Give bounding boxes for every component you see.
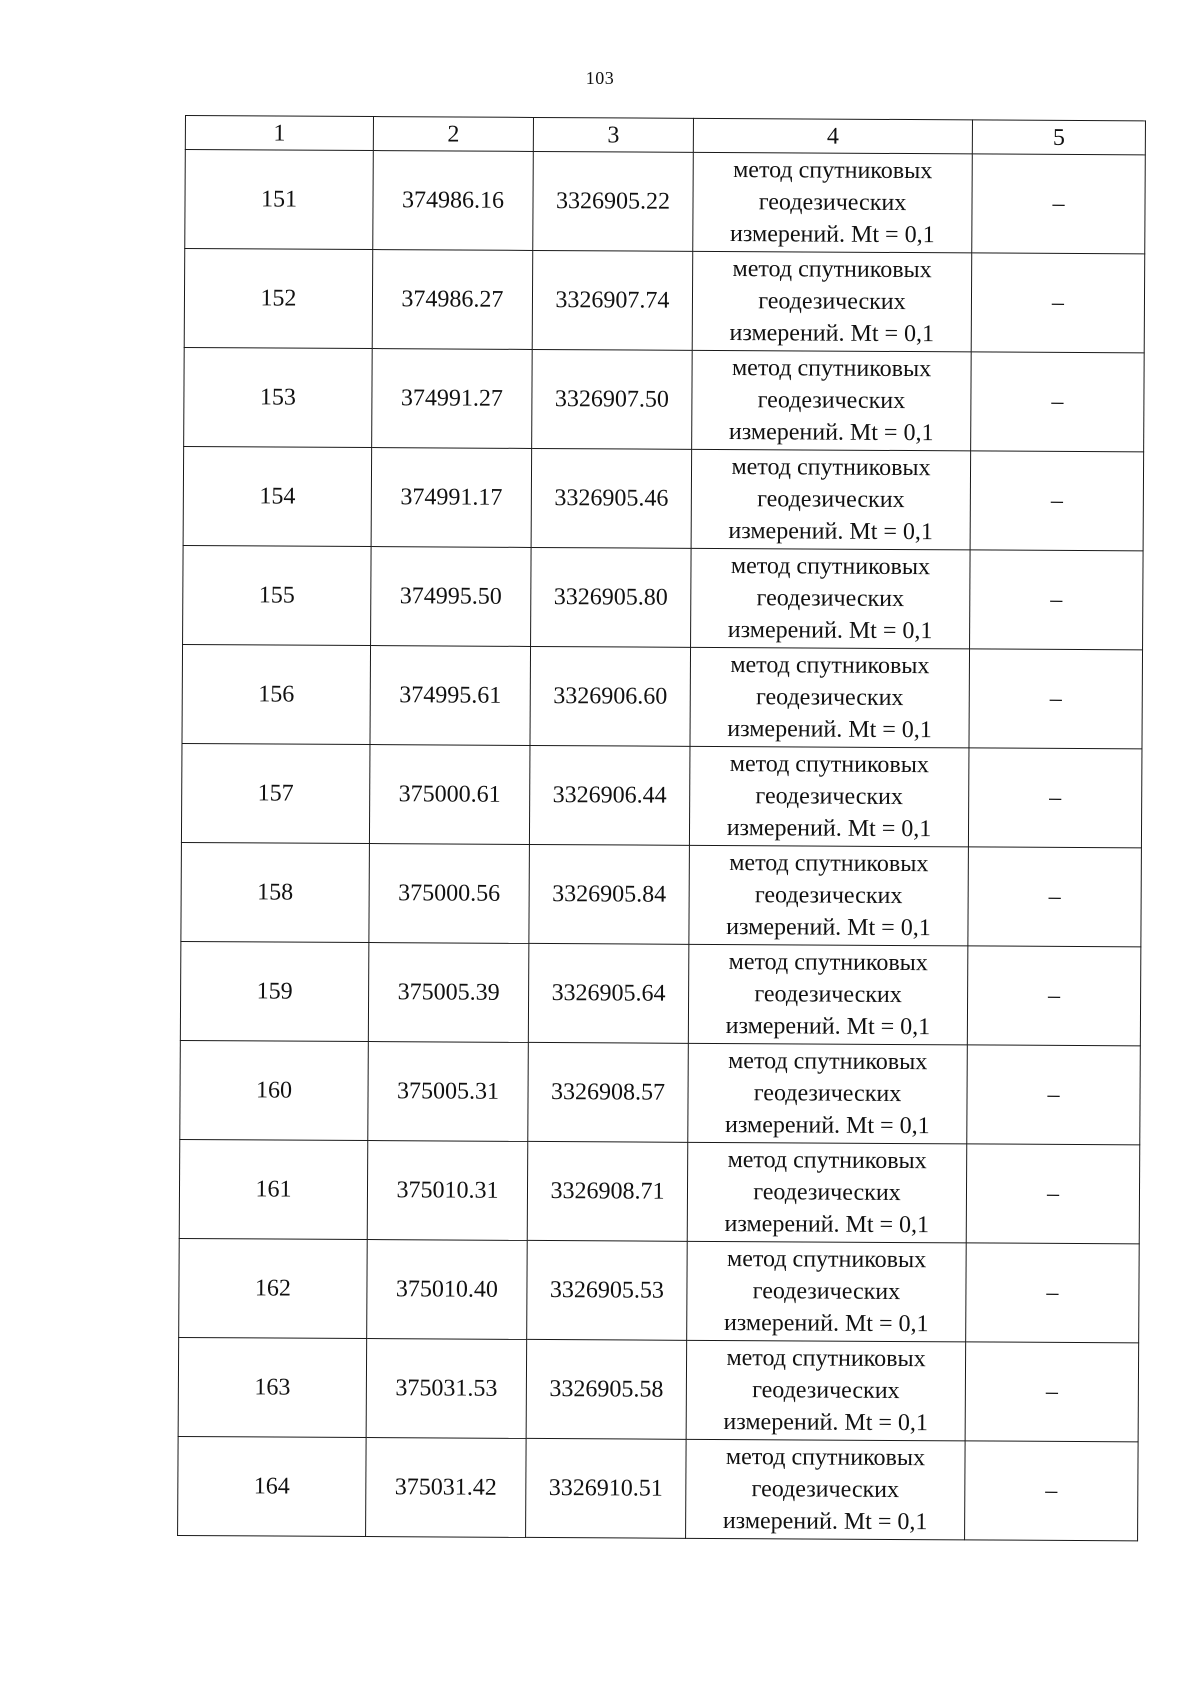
table-header-row (185, 116, 1145, 155)
note-cell: – (970, 451, 1144, 551)
x-coordinate-cell: 374986.27 (372, 250, 533, 350)
y-coordinate-cell: 3326907.74 (532, 250, 693, 350)
table-row (184, 347, 1145, 451)
method-line: метод спутниковых (729, 751, 929, 779)
y-coordinate-cell: 3326905.53 (527, 1240, 688, 1340)
y-coordinate-cell: 3326907.50 (532, 349, 693, 449)
page-number: 103 (585, 68, 615, 88)
method-cell (686, 1340, 966, 1441)
method-line: геодезических (751, 1476, 900, 1504)
method-line: измерений. Mt = 0,1 (722, 1508, 928, 1536)
point-number-cell: 158 (181, 842, 370, 942)
x-coordinate-cell: 375010.31 (367, 1141, 528, 1241)
table-row (183, 545, 1144, 649)
note-cell: – (969, 649, 1143, 749)
point-number-cell: 164 (178, 1436, 367, 1536)
method-cell (686, 1439, 966, 1540)
header-cell-5: 5 (972, 120, 1145, 155)
method-line: измерений. Mt = 0,1 (729, 221, 935, 249)
method-line: метод спутниковых (733, 157, 933, 185)
table-row (182, 644, 1143, 748)
x-coordinate-cell: 375005.39 (368, 943, 529, 1043)
method-line: метод спутниковых (729, 850, 929, 878)
y-coordinate-cell: 3326908.71 (527, 1141, 688, 1241)
table-row (183, 446, 1144, 550)
y-coordinate-cell: 3326905.80 (531, 547, 692, 647)
table-row (181, 842, 1142, 946)
table-row (179, 1139, 1140, 1243)
y-coordinate-cell: 3326906.44 (529, 745, 690, 845)
x-coordinate-cell: 375010.40 (367, 1240, 528, 1340)
method-cell (688, 944, 968, 1045)
header-cell-3: 3 (533, 117, 693, 152)
header-cell-4: 4 (693, 118, 972, 154)
method-line: геодезических (752, 1278, 901, 1306)
method-cell (692, 251, 972, 352)
y-coordinate-cell: 3326905.46 (531, 448, 692, 548)
method-line: измерений. Mt = 0,1 (725, 1013, 931, 1041)
header-cell-1: 1 (185, 116, 373, 151)
method-line: метод спутниковых (727, 1147, 927, 1175)
method-line: геодезических (757, 387, 906, 415)
x-coordinate-cell: 374995.50 (371, 547, 532, 647)
x-coordinate-cell: 374991.17 (371, 448, 532, 548)
method-line: измерений. Mt = 0,1 (729, 320, 935, 348)
method-line: геодезических (754, 981, 902, 1009)
method-line: измерений. Mt = 0,1 (728, 518, 934, 546)
table-row (179, 1238, 1140, 1342)
note-cell: – (972, 154, 1146, 254)
method-cell (689, 746, 969, 847)
method-line: геодезических (756, 585, 905, 613)
method-line: метод спутниковых (731, 355, 932, 383)
method-line: измерений. Mt = 0,1 (728, 419, 934, 447)
point-number-cell: 162 (179, 1238, 368, 1338)
method-line: геодезических (755, 684, 904, 712)
table-row (181, 743, 1142, 847)
method-line: метод спутниковых (732, 256, 932, 284)
method-line: метод спутниковых (725, 1444, 926, 1472)
y-coordinate-cell: 3326905.58 (526, 1339, 687, 1439)
note-cell: – (965, 1441, 1139, 1541)
point-number-cell: 154 (183, 446, 372, 546)
x-coordinate-cell: 375000.56 (369, 844, 530, 944)
method-line: геодезических (757, 486, 905, 514)
x-coordinate-cell: 375031.53 (366, 1339, 527, 1439)
note-cell: – (971, 352, 1145, 452)
method-line: геодезических (753, 1179, 901, 1207)
x-coordinate-cell: 375031.42 (366, 1438, 527, 1538)
header-cell-2: 2 (373, 117, 533, 152)
table-row (184, 249, 1145, 353)
note-cell: – (970, 550, 1144, 650)
note-cell: – (968, 748, 1142, 848)
method-line: измерений. Mt = 0,1 (726, 815, 932, 843)
note-cell: – (967, 1045, 1141, 1145)
note-cell: – (967, 946, 1141, 1046)
point-number-cell: 160 (180, 1040, 369, 1140)
point-number-cell: 163 (178, 1337, 367, 1437)
method-line: геодезических (755, 783, 903, 811)
method-line: метод спутниковых (730, 652, 930, 680)
method-cell (688, 1043, 968, 1144)
table-row (185, 150, 1146, 254)
method-line: измерений. Mt = 0,1 (723, 1409, 929, 1437)
y-coordinate-cell: 3326905.84 (529, 844, 690, 944)
y-coordinate-cell: 3326906.60 (530, 646, 691, 746)
table-row (178, 1337, 1139, 1441)
method-cell (690, 647, 970, 748)
table-row (180, 1040, 1141, 1144)
x-coordinate-cell: 375005.31 (368, 1042, 529, 1142)
y-coordinate-cell: 3326910.51 (526, 1438, 687, 1538)
y-coordinate-cell: 3326905.64 (528, 943, 689, 1043)
coordinates-table (177, 115, 1146, 1541)
point-number-cell: 156 (182, 644, 371, 744)
method-line: измерений. Mt = 0,1 (724, 1211, 930, 1239)
point-number-cell: 161 (179, 1139, 368, 1239)
y-coordinate-cell: 3326905.22 (533, 151, 694, 251)
method-line: метод спутниковых (726, 1246, 927, 1274)
method-line: метод спутниковых (726, 1345, 926, 1373)
method-line: измерений. Mt = 0,1 (725, 1112, 930, 1140)
method-line: метод спутниковых (728, 1048, 928, 1076)
method-cell (692, 350, 972, 451)
method-line: измерений. Mt = 0,1 (727, 617, 933, 645)
point-number-cell: 151 (185, 150, 374, 250)
point-number-cell: 152 (184, 249, 373, 349)
method-cell (687, 1241, 967, 1342)
point-number-cell: 153 (184, 347, 373, 447)
method-line: метод спутниковых (730, 553, 931, 581)
method-cell (687, 1142, 967, 1243)
note-cell: – (966, 1144, 1140, 1244)
x-coordinate-cell: 374986.16 (373, 151, 534, 251)
method-line: геодезических (754, 882, 903, 910)
method-line: геодезических (758, 288, 906, 316)
method-line: метод спутниковых (731, 454, 931, 482)
method-line: измерений. Mt = 0,1 (727, 716, 932, 744)
point-number-cell: 159 (180, 941, 369, 1041)
point-number-cell: 157 (181, 743, 370, 843)
table-row (178, 1436, 1139, 1540)
method-cell (689, 845, 969, 946)
x-coordinate-cell: 375000.61 (369, 745, 530, 845)
x-coordinate-cell: 374995.61 (370, 646, 531, 746)
table-row (180, 941, 1141, 1045)
note-cell: – (968, 847, 1142, 947)
method-cell (691, 449, 971, 550)
point-number-cell: 155 (183, 545, 372, 645)
method-line: измерений. Mt = 0,1 (726, 914, 931, 942)
method-line: геодезических (752, 1377, 900, 1405)
note-cell: – (966, 1243, 1140, 1343)
x-coordinate-cell: 374991.27 (372, 349, 533, 449)
note-cell: – (965, 1342, 1139, 1442)
y-coordinate-cell: 3326908.57 (528, 1042, 689, 1142)
method-line: геодезических (753, 1080, 902, 1108)
note-cell: – (971, 253, 1145, 353)
method-line: измерений. Mt = 0,1 (723, 1310, 929, 1338)
method-cell (691, 548, 971, 649)
method-line: метод спутниковых (728, 949, 928, 977)
method-line: геодезических (758, 189, 907, 217)
method-cell (693, 152, 973, 253)
